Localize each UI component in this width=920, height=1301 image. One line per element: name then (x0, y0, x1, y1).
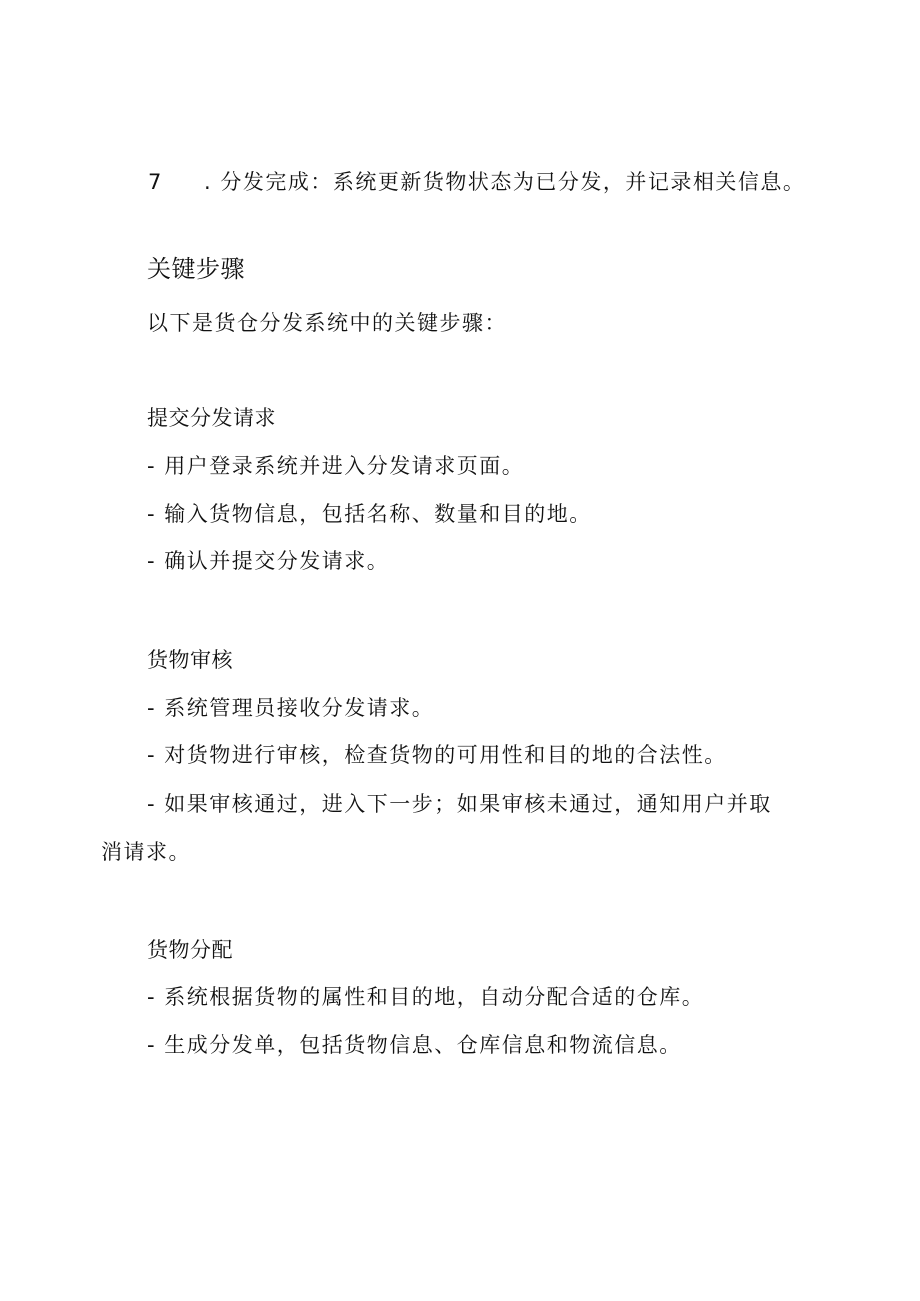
list-item-text: . 分发完成：系统更新货物状态为已分发，并记录相关信息。 (204, 170, 806, 194)
subsection-title-submit: 提交分发请求 (147, 406, 276, 430)
bullet-item: - 生成分发单，包括货物信息、仓库信息和物流信息。 (147, 1033, 682, 1057)
bullet-item-continuation: 消请求。 (101, 840, 191, 864)
list-number: 7 (148, 170, 163, 194)
bullet-item: - 如果审核通过，进入下一步；如果审核未通过，通知用户并取 (147, 792, 772, 816)
list-item-7 (148, 172, 805, 193)
bullet-item: - 输入货物信息，包括名称、数量和目的地。 (147, 502, 592, 526)
section-intro: 以下是货仓分发系统中的关键步骤： (147, 311, 507, 335)
bullet-item: - 用户登录系统并进入分发请求页面。 (147, 454, 525, 478)
bullet-item: - 确认并提交分发请求。 (147, 549, 390, 573)
bullet-item: - 对货物进行审核，检查货物的可用性和目的地的合法性。 (147, 743, 727, 767)
bullet-item: - 系统管理员接收分发请求。 (147, 696, 435, 720)
subsection-title-allocation: 货物分配 (147, 938, 233, 962)
section-title: 关键步骤 (147, 255, 245, 283)
subsection-title-review: 货物审核 (147, 648, 233, 672)
bullet-item: - 系统根据货物的属性和目的地，自动分配合适的仓库。 (147, 985, 705, 1009)
